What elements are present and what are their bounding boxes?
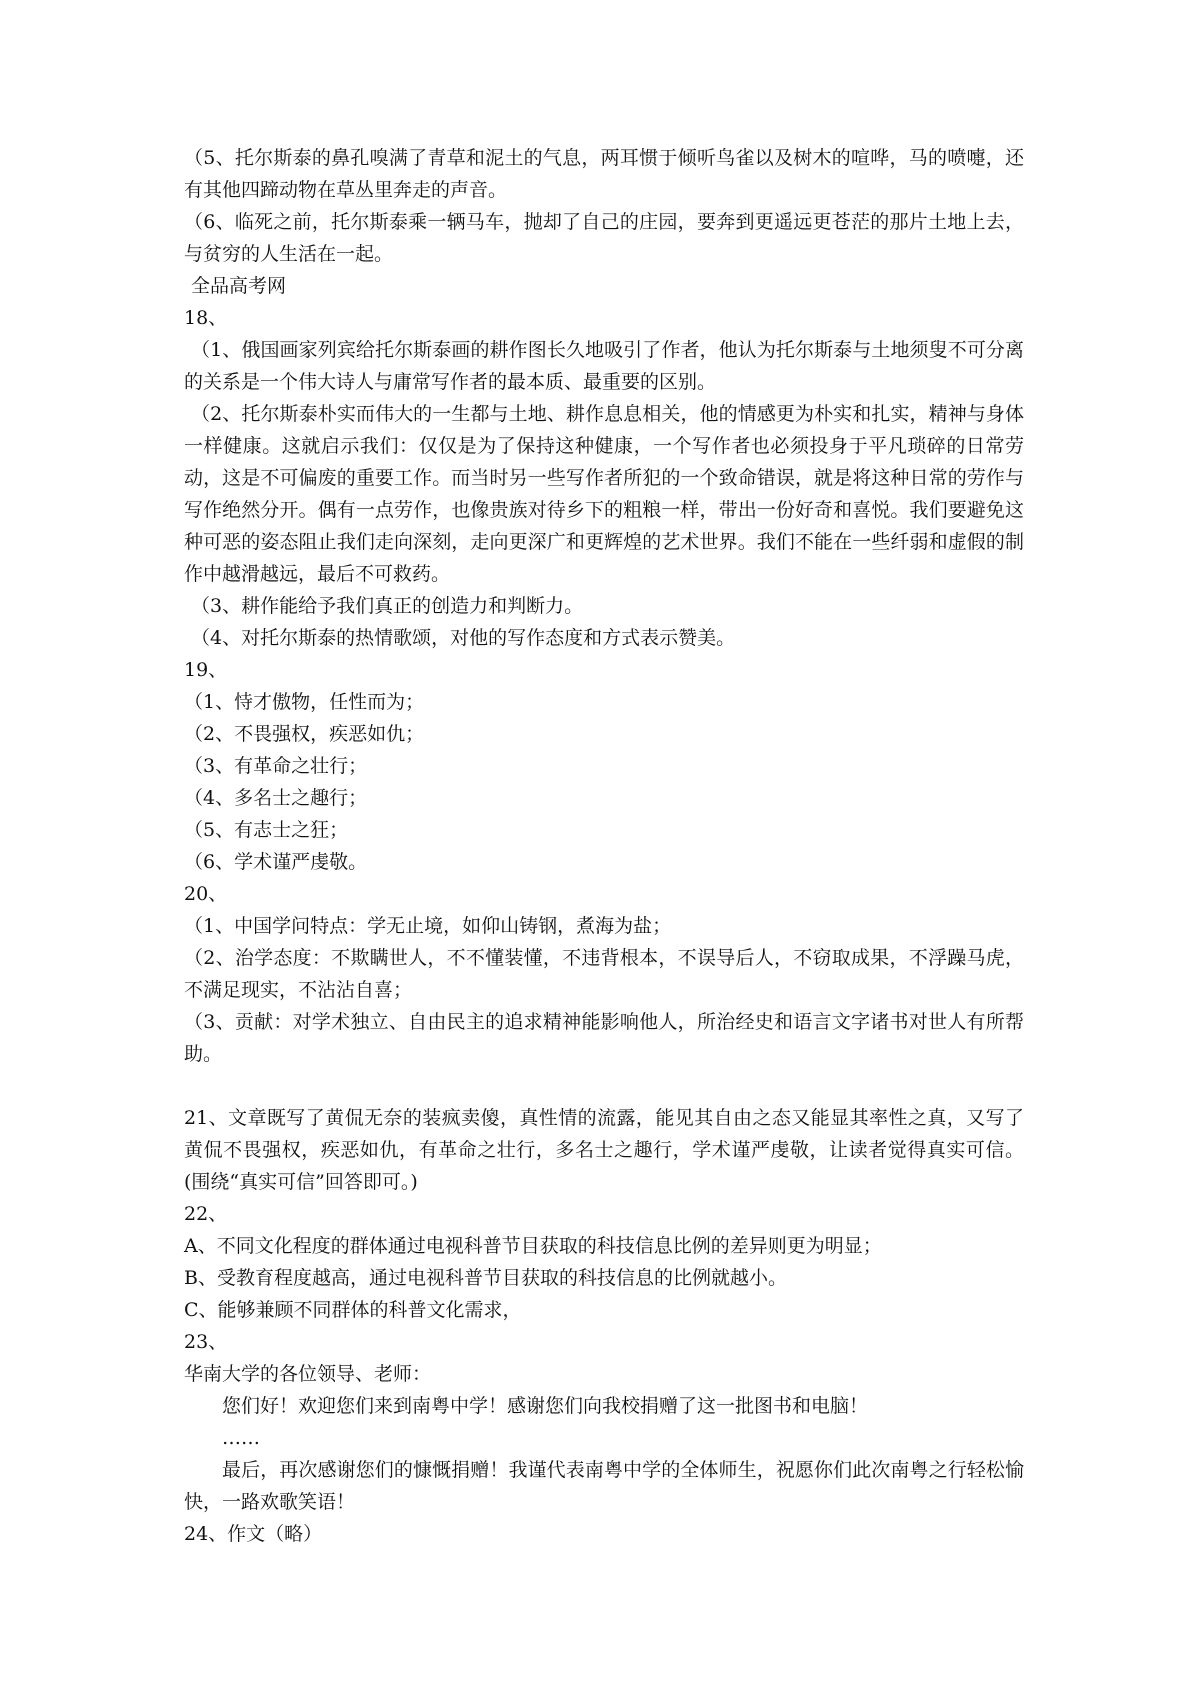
letter-closing: 最后，再次感谢您们的慷慨捐赠！我谨代表南粤中学的全体师生，祝愿你们此次南粤之行轻松愉快，一路欢歌笑语！	[184, 1459, 1024, 1513]
answer-24: 24、作文（略）	[184, 1523, 323, 1545]
answer-19-item-5: （5、有志士之狂；	[184, 819, 349, 841]
answer-21: 21、文章既写了黄侃无奈的装疯卖傻，真性情的流露，能见其自由之态又能显其率性之真，又写了黄侃不畏强权，疾恶如仇，有革命之壮行，多名士之趣行，学术谨严虔敬，让读者觉得真实可信。(围绕“真实可信”回答即可。)	[184, 1107, 1024, 1193]
answer-19-item-4: （4、多名士之趣行；	[184, 787, 368, 809]
letter-greeting: 您们好！欢迎您们来到南粤中学！感谢您们向我校捐赠了这一批图书和电脑！	[222, 1395, 869, 1417]
answer-22-c: C、能够兼顾不同群体的科普文化需求，	[184, 1299, 522, 1321]
answer-20-item-2: （2、治学态度：不欺瞒世人，不不懂装懂，不违背根本，不误导后人，不窃取成果，不浮躁马虎，不满足现实，不沾沾自喜；	[184, 947, 1024, 1001]
answer-18-item-2: （2、托尔斯泰朴实而伟大的一生都与土地、耕作息息相关，他的情感更为朴实和扎实，精神与身体一样健康。这就启示我们：仅仅是为了保持这种健康，一个写作者也必须投身于平凡琐碎的日常劳动，这是不可偏废的重要工作。而当时另一些写作者所犯的一个致命错误，就是将这种日常的劳作与写作绝然分开。偶有一点劳作，也像贵族对待乡下的粗粮一样，带出一份好奇和喜悦。我们要避免这种可恶的姿态阻止我们走向深刻，走向更深广和更辉煌的艺术世界。我们不能在一些纤弱和虚假的制作中越滑越远，最后不可救药。	[184, 403, 1024, 585]
question-number-20: 20、	[184, 883, 228, 905]
answer-19-item-1: （1、恃才傲物，任性而为；	[184, 691, 425, 713]
answer-22-b: B、受教育程度越高，通过电视科普节目获取的科技信息的比例就越小。	[184, 1267, 787, 1289]
answer-20-item-3: （3、贡献：对学术独立、自由民主的追求精神能影响他人，所治经史和语言文字诸书对世人有所帮助。	[184, 1011, 1024, 1065]
letter-ellipsis: ……	[222, 1427, 260, 1449]
answer-document	[184, 142, 1024, 1550]
answer-19-item-6: （6、学术谨严虔敬。	[184, 851, 368, 873]
watermark-text: 全品高考网	[191, 275, 287, 297]
answer-18-item-1: （1、俄国画家列宾给托尔斯泰画的耕作图长久地吸引了作者，他认为托尔斯泰与土地须叟不可分离的关系是一个伟大诗人与庸常写作者的最本质、最重要的区别。	[184, 339, 1024, 393]
question-number-18: 18、	[184, 307, 228, 329]
answer-18-item-3: （3、耕作能给予我们真正的创造力和判断力。	[191, 595, 584, 617]
question-number-19: 19、	[184, 659, 228, 681]
question-number-23: 23、	[184, 1331, 228, 1353]
answer-17-item-6: （6、临死之前，托尔斯泰乘一辆马车，抛却了自己的庄园，要奔到更遥远更苍茫的那片土地上去，与贫穷的人生活在一起。	[184, 211, 1024, 265]
answer-20-item-1: （1、中国学问特点：学无止境，如仰山铸钢，煮海为盐；	[184, 915, 672, 937]
answer-22-a: A、不同文化程度的群体通过电视科普节目获取的科技信息比例的差异则更为明显；	[184, 1235, 882, 1257]
answer-17-item-5: （5、托尔斯泰的鼻孔嗅满了青草和泥土的气息，两耳惯于倾听鸟雀以及树木的喧哗，马的喷嚏，还有其他四蹄动物在草丛里奔走的声音。	[184, 147, 1024, 201]
letter-salutation: 华南大学的各位领导、老师：	[184, 1363, 432, 1385]
question-number-22: 22、	[184, 1203, 228, 1225]
answer-18-item-4: （4、对托尔斯泰的热情歌颂，对他的写作态度和方式表示赞美。	[191, 627, 736, 649]
answer-19-item-2: （2、不畏强权，疾恶如仇；	[184, 723, 425, 745]
answer-19-item-3: （3、有革命之壮行；	[184, 755, 368, 777]
blank-line	[184, 1070, 1024, 1102]
